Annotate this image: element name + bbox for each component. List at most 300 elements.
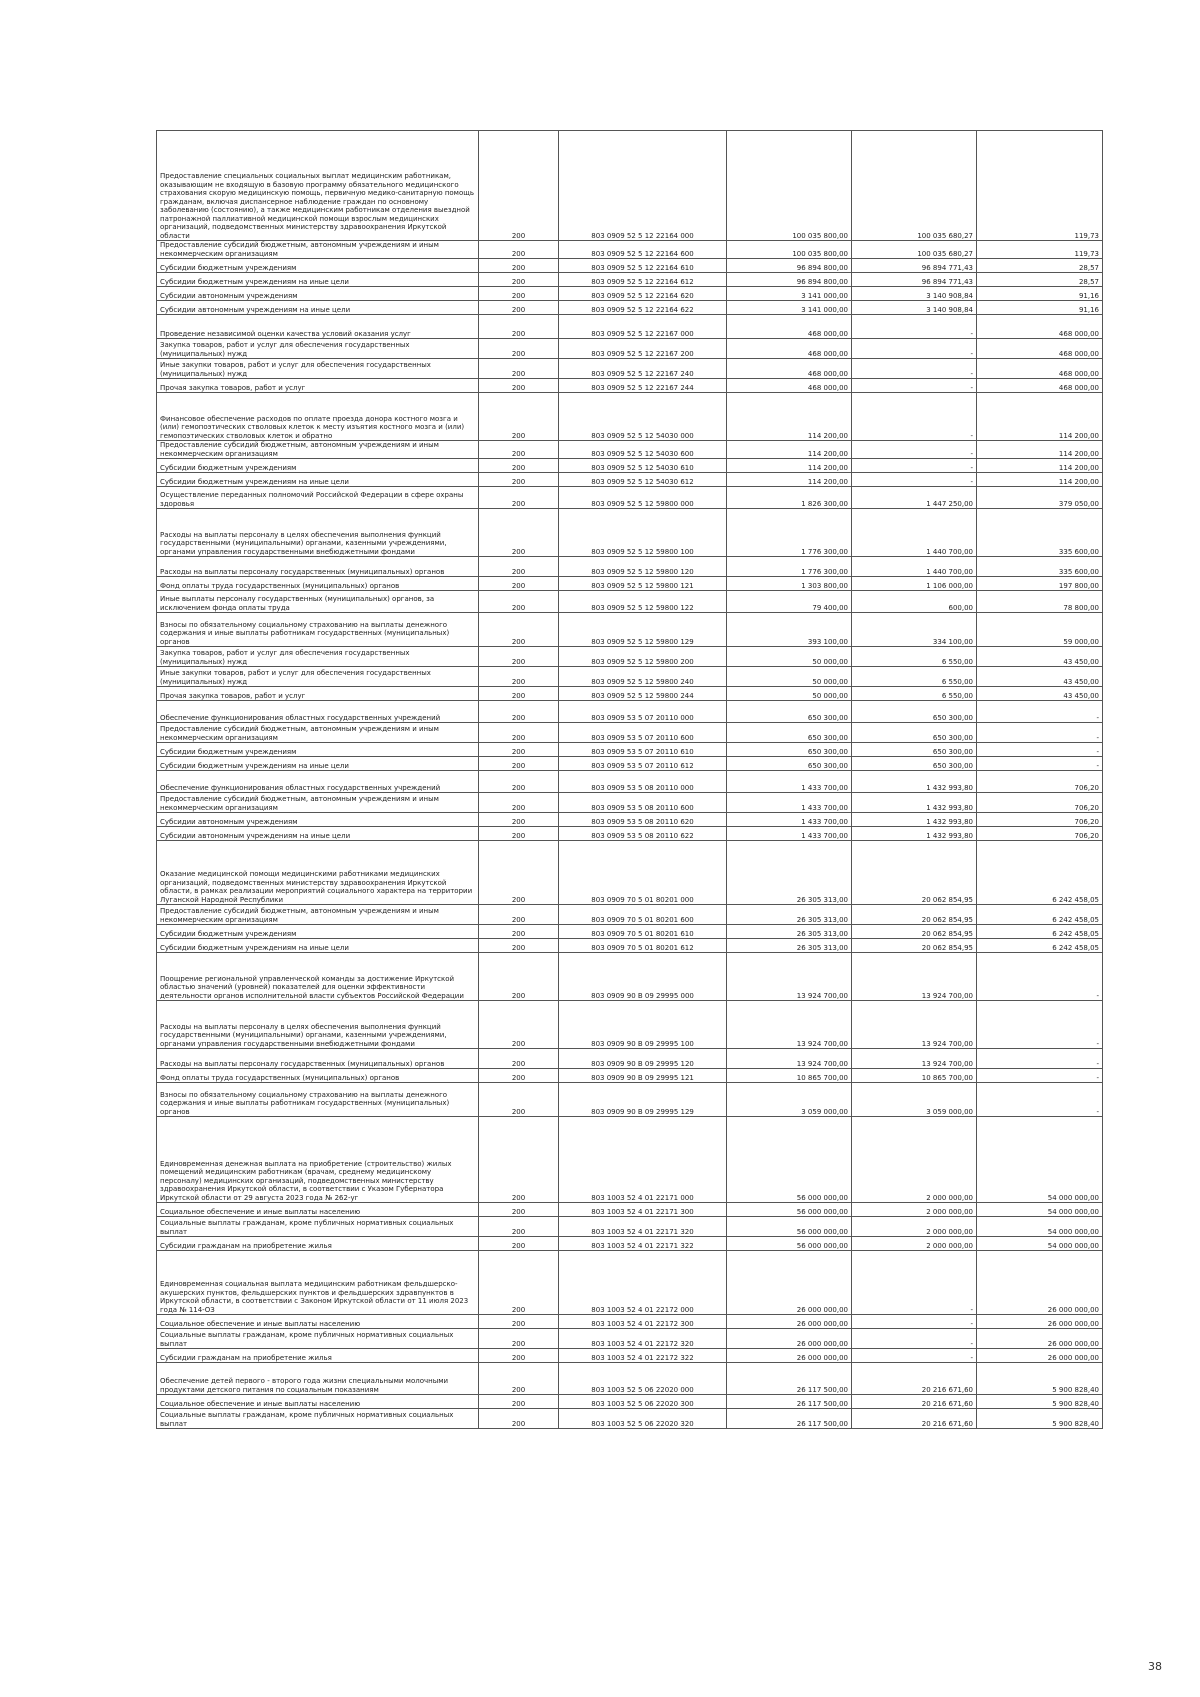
row-kbk-cell: 803 0909 70 5 01 80201 610 bbox=[559, 925, 727, 939]
row-plan-cell: 468 000,00 bbox=[727, 379, 852, 393]
row-name-cell: Обеспечение детей первого - второго года жизни специальными молочными продуктами детского питания по социальным показаниям bbox=[157, 1363, 479, 1395]
row-code-cell: 200 bbox=[479, 131, 559, 241]
row-rest-cell: 468 000,00 bbox=[977, 379, 1103, 393]
row-name-cell: Закупка товаров, работ и услуг для обеспечения государственных (муниципальных) нужд bbox=[157, 647, 479, 667]
row-name-cell: Субсидии автономным учреждениям на иные цели bbox=[157, 301, 479, 315]
table-row bbox=[157, 557, 1103, 577]
table-row bbox=[157, 1251, 1103, 1315]
row-code-cell: 200 bbox=[479, 259, 559, 273]
row-plan-cell: 650 300,00 bbox=[727, 723, 852, 743]
row-name-cell: Прочая закупка товаров, работ и услуг bbox=[157, 379, 479, 393]
table-row bbox=[157, 905, 1103, 925]
row-exec-cell: 650 300,00 bbox=[852, 723, 977, 743]
row-name-cell: Расходы на выплаты персоналу государственных (муниципальных) органов bbox=[157, 557, 479, 577]
row-name-cell: Единовременная социальная выплата медицинским работникам фельдшерско-акушерских пунктов, фельдшерских пунктов и фельдшерских здравпунктов в Иркутской области, в соответствии с Законом Иркутской области от 11 июля 2023 года № 114-ОЗ bbox=[157, 1251, 479, 1315]
row-exec-cell: - bbox=[852, 339, 977, 359]
row-plan-cell: 650 300,00 bbox=[727, 701, 852, 723]
row-exec-cell: 100 035 680,27 bbox=[852, 131, 977, 241]
table-row bbox=[157, 723, 1103, 743]
row-kbk-cell: 803 0909 52 5 12 22167 244 bbox=[559, 379, 727, 393]
row-name-cell: Проведение независимой оценки качества условий оказания услуг bbox=[157, 315, 479, 339]
row-plan-cell: 26 305 313,00 bbox=[727, 905, 852, 925]
row-name-cell: Обеспечение функционирования областных государственных учреждений bbox=[157, 771, 479, 793]
table-row bbox=[157, 509, 1103, 557]
table-row bbox=[157, 1049, 1103, 1069]
row-rest-cell: 706,20 bbox=[977, 827, 1103, 841]
row-rest-cell: 26 000 000,00 bbox=[977, 1251, 1103, 1315]
row-plan-cell: 56 000 000,00 bbox=[727, 1117, 852, 1203]
row-kbk-cell: 803 0909 52 5 12 22164 000 bbox=[559, 131, 727, 241]
row-kbk-cell: 803 0909 53 5 07 20110 600 bbox=[559, 723, 727, 743]
table-row bbox=[157, 1315, 1103, 1329]
row-plan-cell: 26 305 313,00 bbox=[727, 939, 852, 953]
row-kbk-cell: 803 1003 52 4 01 22171 320 bbox=[559, 1217, 727, 1237]
row-plan-cell: 114 200,00 bbox=[727, 393, 852, 441]
row-exec-cell: 20 216 671,60 bbox=[852, 1363, 977, 1395]
row-rest-cell: 54 000 000,00 bbox=[977, 1237, 1103, 1251]
table-row bbox=[157, 1395, 1103, 1409]
row-rest-cell: 43 450,00 bbox=[977, 667, 1103, 687]
row-code-cell: 200 bbox=[479, 359, 559, 379]
row-name-cell: Обеспечение функционирования областных государственных учреждений bbox=[157, 701, 479, 723]
row-plan-cell: 13 924 700,00 bbox=[727, 953, 852, 1001]
row-code-cell: 200 bbox=[479, 315, 559, 339]
row-kbk-cell: 803 0909 70 5 01 80201 612 bbox=[559, 939, 727, 953]
row-name-cell: Предоставление субсидий бюджетным, автономным учреждениям и иным некоммерческим организациям bbox=[157, 441, 479, 459]
row-exec-cell: 1 432 993,80 bbox=[852, 827, 977, 841]
table-row bbox=[157, 359, 1103, 379]
row-name-cell: Единовременная денежная выплата на приобретение (строительство) жилых помещений медицинским работникам (врачам, среднему медицинскому персоналу) медицинских организаций, подведомственных министерству здравоохранения Иркутской области, в соответствии с Указом Губернатора Иркутской области от 29 августа 2023 года № 262-уг bbox=[157, 1117, 479, 1203]
row-exec-cell: 600,00 bbox=[852, 591, 977, 613]
row-name-cell: Иные закупки товаров, работ и услуг для обеспечения государственных (муниципальных) нужд bbox=[157, 667, 479, 687]
row-name-cell: Субсидии гражданам на приобретение жилья bbox=[157, 1237, 479, 1251]
table-row bbox=[157, 273, 1103, 287]
row-code-cell: 200 bbox=[479, 1049, 559, 1069]
row-code-cell: 200 bbox=[479, 701, 559, 723]
row-exec-cell: 650 300,00 bbox=[852, 743, 977, 757]
row-rest-cell: 468 000,00 bbox=[977, 339, 1103, 359]
row-plan-cell: 26 305 313,00 bbox=[727, 841, 852, 905]
row-exec-cell: 96 894 771,43 bbox=[852, 273, 977, 287]
row-plan-cell: 3 059 000,00 bbox=[727, 1083, 852, 1117]
row-exec-cell: - bbox=[852, 473, 977, 487]
row-name-cell: Фонд оплаты труда государственных (муниципальных) органов bbox=[157, 577, 479, 591]
row-name-cell: Взносы по обязательному социальному страхованию на выплаты денежного содержания и иные выплаты работникам государственных (муниципальных) органов bbox=[157, 1083, 479, 1117]
table-row bbox=[157, 241, 1103, 259]
budget-execution-table bbox=[156, 130, 1103, 1429]
row-name-cell: Субсидии автономным учреждениям bbox=[157, 813, 479, 827]
row-kbk-cell: 803 0909 53 5 08 20110 000 bbox=[559, 771, 727, 793]
table-row bbox=[157, 1237, 1103, 1251]
table-row bbox=[157, 131, 1103, 241]
row-code-cell: 200 bbox=[479, 723, 559, 743]
row-name-cell: Взносы по обязательному социальному страхованию на выплаты денежного содержания и иные выплаты работникам государственных (муниципальных) органов bbox=[157, 613, 479, 647]
row-plan-cell: 3 141 000,00 bbox=[727, 287, 852, 301]
row-plan-cell: 96 894 800,00 bbox=[727, 273, 852, 287]
row-rest-cell: 6 242 458,05 bbox=[977, 841, 1103, 905]
row-code-cell: 200 bbox=[479, 841, 559, 905]
row-code-cell: 200 bbox=[479, 1069, 559, 1083]
row-code-cell: 200 bbox=[479, 953, 559, 1001]
row-exec-cell: 650 300,00 bbox=[852, 757, 977, 771]
row-exec-cell: 96 894 771,43 bbox=[852, 259, 977, 273]
row-kbk-cell: 803 0909 90 В 09 29995 100 bbox=[559, 1001, 727, 1049]
table-row bbox=[157, 301, 1103, 315]
row-rest-cell: 706,20 bbox=[977, 793, 1103, 813]
row-code-cell: 200 bbox=[479, 1217, 559, 1237]
row-plan-cell: 1 776 300,00 bbox=[727, 509, 852, 557]
row-rest-cell: - bbox=[977, 757, 1103, 771]
row-code-cell: 200 bbox=[479, 441, 559, 459]
row-exec-cell: 6 550,00 bbox=[852, 647, 977, 667]
row-name-cell: Субсидии бюджетным учреждениям bbox=[157, 259, 479, 273]
row-plan-cell: 13 924 700,00 bbox=[727, 1001, 852, 1049]
row-plan-cell: 650 300,00 bbox=[727, 757, 852, 771]
row-plan-cell: 1 433 700,00 bbox=[727, 793, 852, 813]
table-row bbox=[157, 287, 1103, 301]
row-plan-cell: 79 400,00 bbox=[727, 591, 852, 613]
row-name-cell: Иные выплаты персоналу государственных (муниципальных) органов, за исключением фонда оплаты труда bbox=[157, 591, 479, 613]
row-kbk-cell: 803 1003 52 4 01 22171 000 bbox=[559, 1117, 727, 1203]
row-code-cell: 200 bbox=[479, 743, 559, 757]
row-name-cell: Иные закупки товаров, работ и услуг для обеспечения государственных (муниципальных) нужд bbox=[157, 359, 479, 379]
row-rest-cell: - bbox=[977, 723, 1103, 743]
row-rest-cell: - bbox=[977, 1049, 1103, 1069]
row-plan-cell: 114 200,00 bbox=[727, 459, 852, 473]
row-kbk-cell: 803 0909 90 В 09 29995 120 bbox=[559, 1049, 727, 1069]
row-exec-cell: 6 550,00 bbox=[852, 667, 977, 687]
row-name-cell: Предоставление субсидий бюджетным, автономным учреждениям и иным некоммерческим организациям bbox=[157, 905, 479, 925]
row-kbk-cell: 803 0909 53 5 07 20110 610 bbox=[559, 743, 727, 757]
row-plan-cell: 393 100,00 bbox=[727, 613, 852, 647]
row-exec-cell: 2 000 000,00 bbox=[852, 1217, 977, 1237]
row-exec-cell: 1 440 700,00 bbox=[852, 509, 977, 557]
row-rest-cell: 706,20 bbox=[977, 771, 1103, 793]
row-name-cell: Финансовое обеспечение расходов по оплате проезда донора костного мозга и (или) гемопоэтических стволовых клеток к месту изъятия костного мозга и (или) гемопоэтических стволовых клеток и обратно bbox=[157, 393, 479, 441]
row-exec-cell: 1 432 993,80 bbox=[852, 771, 977, 793]
row-kbk-cell: 803 1003 52 4 01 22172 000 bbox=[559, 1251, 727, 1315]
row-plan-cell: 26 305 313,00 bbox=[727, 925, 852, 939]
row-kbk-cell: 803 0909 53 5 08 20110 600 bbox=[559, 793, 727, 813]
table-row bbox=[157, 743, 1103, 757]
row-code-cell: 200 bbox=[479, 939, 559, 953]
row-name-cell: Фонд оплаты труда государственных (муниципальных) органов bbox=[157, 1069, 479, 1083]
row-exec-cell: - bbox=[852, 393, 977, 441]
row-rest-cell: 706,20 bbox=[977, 813, 1103, 827]
row-code-cell: 200 bbox=[479, 827, 559, 841]
row-rest-cell: 114 200,00 bbox=[977, 473, 1103, 487]
row-kbk-cell: 803 1003 52 4 01 22172 300 bbox=[559, 1315, 727, 1329]
row-rest-cell: 26 000 000,00 bbox=[977, 1315, 1103, 1329]
row-plan-cell: 1 776 300,00 bbox=[727, 557, 852, 577]
row-code-cell: 200 bbox=[479, 613, 559, 647]
row-rest-cell: 335 600,00 bbox=[977, 557, 1103, 577]
row-rest-cell: 43 450,00 bbox=[977, 687, 1103, 701]
row-rest-cell: 114 200,00 bbox=[977, 459, 1103, 473]
row-name-cell: Субсидии бюджетным учреждениям bbox=[157, 459, 479, 473]
row-name-cell: Поощрение региональной управленческой команды за достижение Иркутской областью значений (уровней) показателей для оценки эффективности деятельности органов исполнительной власти субъектов Российской Федерации bbox=[157, 953, 479, 1001]
table-row bbox=[157, 757, 1103, 771]
row-exec-cell: 1 447 250,00 bbox=[852, 487, 977, 509]
row-kbk-cell: 803 0909 52 5 12 54030 610 bbox=[559, 459, 727, 473]
table-row bbox=[157, 259, 1103, 273]
row-exec-cell: 1 106 000,00 bbox=[852, 577, 977, 591]
row-exec-cell: - bbox=[852, 1251, 977, 1315]
row-plan-cell: 100 035 800,00 bbox=[727, 131, 852, 241]
row-name-cell: Субсидии гражданам на приобретение жилья bbox=[157, 1349, 479, 1363]
row-rest-cell: 78 800,00 bbox=[977, 591, 1103, 613]
row-name-cell: Субсидии бюджетным учреждениям bbox=[157, 743, 479, 757]
row-name-cell: Социальные выплаты гражданам, кроме публичных нормативных социальных выплат bbox=[157, 1409, 479, 1429]
row-code-cell: 200 bbox=[479, 473, 559, 487]
row-code-cell: 200 bbox=[479, 577, 559, 591]
table-row bbox=[157, 813, 1103, 827]
row-rest-cell: 54 000 000,00 bbox=[977, 1217, 1103, 1237]
row-code-cell: 200 bbox=[479, 667, 559, 687]
table-row bbox=[157, 1083, 1103, 1117]
row-code-cell: 200 bbox=[479, 1395, 559, 1409]
row-name-cell: Социальное обеспечение и иные выплаты населению bbox=[157, 1315, 479, 1329]
row-code-cell: 200 bbox=[479, 905, 559, 925]
table-row bbox=[157, 953, 1103, 1001]
row-code-cell: 200 bbox=[479, 1315, 559, 1329]
table-row bbox=[157, 827, 1103, 841]
table-row bbox=[157, 1217, 1103, 1237]
row-code-cell: 200 bbox=[479, 1409, 559, 1429]
row-rest-cell: 119,73 bbox=[977, 131, 1103, 241]
row-exec-cell: - bbox=[852, 315, 977, 339]
row-kbk-cell: 803 0909 52 5 12 22164 612 bbox=[559, 273, 727, 287]
row-name-cell: Оказание медицинской помощи медицинскими работниками медицинских организаций, подведомственных министерству здравоохранения Иркутской области, в рамках реализации мероприятий социального характера на территории Луганской Народной Республики bbox=[157, 841, 479, 905]
row-plan-cell: 10 865 700,00 bbox=[727, 1069, 852, 1083]
row-name-cell: Прочая закупка товаров, работ и услуг bbox=[157, 687, 479, 701]
table-body bbox=[157, 131, 1103, 1429]
row-rest-cell: 5 900 828,40 bbox=[977, 1409, 1103, 1429]
table-row bbox=[157, 1409, 1103, 1429]
row-code-cell: 200 bbox=[479, 1117, 559, 1203]
table-row bbox=[157, 315, 1103, 339]
table-row bbox=[157, 473, 1103, 487]
row-plan-cell: 50 000,00 bbox=[727, 667, 852, 687]
row-rest-cell: - bbox=[977, 1001, 1103, 1049]
row-kbk-cell: 803 0909 52 5 12 22164 622 bbox=[559, 301, 727, 315]
row-plan-cell: 26 117 500,00 bbox=[727, 1395, 852, 1409]
table-row bbox=[157, 771, 1103, 793]
row-rest-cell: 91,16 bbox=[977, 301, 1103, 315]
table-row bbox=[157, 1329, 1103, 1349]
row-kbk-cell: 803 1003 52 4 01 22171 322 bbox=[559, 1237, 727, 1251]
row-code-cell: 200 bbox=[479, 757, 559, 771]
row-rest-cell: 26 000 000,00 bbox=[977, 1329, 1103, 1349]
row-exec-cell: 2 000 000,00 bbox=[852, 1117, 977, 1203]
row-kbk-cell: 803 0909 53 5 07 20110 612 bbox=[559, 757, 727, 771]
row-rest-cell: 59 000,00 bbox=[977, 613, 1103, 647]
row-rest-cell: 28,57 bbox=[977, 259, 1103, 273]
row-code-cell: 200 bbox=[479, 487, 559, 509]
row-exec-cell: - bbox=[852, 379, 977, 393]
row-plan-cell: 100 035 800,00 bbox=[727, 241, 852, 259]
row-kbk-cell: 803 0909 52 5 12 22164 610 bbox=[559, 259, 727, 273]
row-kbk-cell: 803 1003 52 5 06 22020 300 bbox=[559, 1395, 727, 1409]
table-row bbox=[157, 841, 1103, 905]
row-code-cell: 200 bbox=[479, 1349, 559, 1363]
row-code-cell: 200 bbox=[479, 459, 559, 473]
row-name-cell: Субсидии бюджетным учреждениям bbox=[157, 925, 479, 939]
row-code-cell: 200 bbox=[479, 287, 559, 301]
row-code-cell: 200 bbox=[479, 273, 559, 287]
table-row bbox=[157, 459, 1103, 473]
table-row bbox=[157, 1349, 1103, 1363]
row-plan-cell: 56 000 000,00 bbox=[727, 1217, 852, 1237]
row-kbk-cell: 803 0909 52 5 12 22167 200 bbox=[559, 339, 727, 359]
row-plan-cell: 3 141 000,00 bbox=[727, 301, 852, 315]
page-number: 38 bbox=[1148, 1660, 1162, 1673]
row-name-cell: Субсидии автономным учреждениям на иные цели bbox=[157, 827, 479, 841]
row-name-cell: Субсидии автономным учреждениям bbox=[157, 287, 479, 301]
row-rest-cell: 119,73 bbox=[977, 241, 1103, 259]
row-kbk-cell: 803 0909 53 5 08 20110 622 bbox=[559, 827, 727, 841]
row-name-cell: Расходы на выплаты персоналу в целях обеспечения выполнения функций государственными (муниципальными) органами, казенными учреждениями, органами управления государственными внебюджетными фондами bbox=[157, 1001, 479, 1049]
row-exec-cell: 2 000 000,00 bbox=[852, 1237, 977, 1251]
row-rest-cell: 197 800,00 bbox=[977, 577, 1103, 591]
row-rest-cell: 5 900 828,40 bbox=[977, 1395, 1103, 1409]
row-exec-cell: 20 062 854,95 bbox=[852, 939, 977, 953]
row-kbk-cell: 803 0909 90 В 09 29995 121 bbox=[559, 1069, 727, 1083]
row-code-cell: 200 bbox=[479, 1001, 559, 1049]
row-rest-cell: 6 242 458,05 bbox=[977, 905, 1103, 925]
row-plan-cell: 1 433 700,00 bbox=[727, 771, 852, 793]
row-name-cell: Предоставление специальных социальных выплат медицинским работникам, оказывающим не входящую в базовую программу обязательного медицинского страхования скорую медицинскую помощь, первичную медико-санитарную помощь гражданам, включая диспансерное наблюдение граждан по основному заболеванию (состоянию), а также медицинским работникам отделения выездной патронажной паллиативной медицинской помощи взрослым медицинских организаций, подведомственных министерству здравоохранения Иркутской области bbox=[157, 131, 479, 241]
row-exec-cell: 20 216 671,60 bbox=[852, 1409, 977, 1429]
row-name-cell: Расходы на выплаты персоналу в целях обеспечения выполнения функций государственными (муниципальными) органами, казенными учреждениями, органами управления государственными внебюджетными фондами bbox=[157, 509, 479, 557]
row-rest-cell: 43 450,00 bbox=[977, 647, 1103, 667]
row-kbk-cell: 803 0909 53 5 08 20110 620 bbox=[559, 813, 727, 827]
row-exec-cell: 13 924 700,00 bbox=[852, 1049, 977, 1069]
table-row bbox=[157, 701, 1103, 723]
row-plan-cell: 26 000 000,00 bbox=[727, 1329, 852, 1349]
row-code-cell: 200 bbox=[479, 1203, 559, 1217]
row-kbk-cell: 803 0909 52 5 12 54030 612 bbox=[559, 473, 727, 487]
row-plan-cell: 114 200,00 bbox=[727, 441, 852, 459]
row-code-cell: 200 bbox=[479, 1083, 559, 1117]
row-exec-cell: 3 140 908,84 bbox=[852, 301, 977, 315]
row-plan-cell: 1 433 700,00 bbox=[727, 827, 852, 841]
row-code-cell: 200 bbox=[479, 813, 559, 827]
row-exec-cell: - bbox=[852, 1349, 977, 1363]
table-row bbox=[157, 1117, 1103, 1203]
row-rest-cell: 54 000 000,00 bbox=[977, 1203, 1103, 1217]
table-row bbox=[157, 1203, 1103, 1217]
table-row bbox=[157, 1001, 1103, 1049]
row-plan-cell: 26 000 000,00 bbox=[727, 1315, 852, 1329]
row-kbk-cell: 803 0909 52 5 12 59800 100 bbox=[559, 509, 727, 557]
table-row bbox=[157, 487, 1103, 509]
row-exec-cell: 20 062 854,95 bbox=[852, 841, 977, 905]
row-exec-cell: 3 059 000,00 bbox=[852, 1083, 977, 1117]
row-exec-cell: 20 216 671,60 bbox=[852, 1395, 977, 1409]
row-rest-cell: 468 000,00 bbox=[977, 315, 1103, 339]
row-plan-cell: 468 000,00 bbox=[727, 315, 852, 339]
row-kbk-cell: 803 0909 52 5 12 59800 000 bbox=[559, 487, 727, 509]
row-plan-cell: 26 117 500,00 bbox=[727, 1363, 852, 1395]
row-code-cell: 200 bbox=[479, 301, 559, 315]
row-code-cell: 200 bbox=[479, 557, 559, 577]
row-rest-cell: - bbox=[977, 1083, 1103, 1117]
row-plan-cell: 1 303 800,00 bbox=[727, 577, 852, 591]
table-row bbox=[157, 379, 1103, 393]
row-exec-cell: 20 062 854,95 bbox=[852, 925, 977, 939]
row-kbk-cell: 803 1003 52 4 01 22172 320 bbox=[559, 1329, 727, 1349]
row-kbk-cell: 803 0909 52 5 12 59800 129 bbox=[559, 613, 727, 647]
table-row bbox=[157, 687, 1103, 701]
row-rest-cell: 6 242 458,05 bbox=[977, 939, 1103, 953]
row-name-cell: Социальные выплаты гражданам, кроме публичных нормативных социальных выплат bbox=[157, 1329, 479, 1349]
table-row bbox=[157, 647, 1103, 667]
row-exec-cell: - bbox=[852, 459, 977, 473]
row-kbk-cell: 803 0909 52 5 12 59800 200 bbox=[559, 647, 727, 667]
table-row bbox=[157, 613, 1103, 647]
row-plan-cell: 56 000 000,00 bbox=[727, 1203, 852, 1217]
row-exec-cell: 1 440 700,00 bbox=[852, 557, 977, 577]
row-kbk-cell: 803 0909 53 5 07 20110 000 bbox=[559, 701, 727, 723]
row-exec-cell: - bbox=[852, 359, 977, 379]
table-row bbox=[157, 793, 1103, 813]
row-kbk-cell: 803 1003 52 4 01 22172 322 bbox=[559, 1349, 727, 1363]
row-exec-cell: 3 140 908,84 bbox=[852, 287, 977, 301]
row-name-cell: Расходы на выплаты персоналу государственных (муниципальных) органов bbox=[157, 1049, 479, 1069]
row-code-cell: 200 bbox=[479, 647, 559, 667]
row-name-cell: Предоставление субсидий бюджетным, автономным учреждениям и иным некоммерческим организациям bbox=[157, 241, 479, 259]
row-kbk-cell: 803 0909 52 5 12 54030 600 bbox=[559, 441, 727, 459]
row-rest-cell: - bbox=[977, 1069, 1103, 1083]
table-row bbox=[157, 577, 1103, 591]
row-code-cell: 200 bbox=[479, 1237, 559, 1251]
row-plan-cell: 50 000,00 bbox=[727, 687, 852, 701]
table-row bbox=[157, 1363, 1103, 1395]
row-name-cell: Осуществление переданных полномочий Российской Федерации в сфере охраны здоровья bbox=[157, 487, 479, 509]
row-kbk-cell: 803 0909 52 5 12 22164 620 bbox=[559, 287, 727, 301]
table-row bbox=[157, 925, 1103, 939]
row-kbk-cell: 803 0909 52 5 12 54030 000 bbox=[559, 393, 727, 441]
row-plan-cell: 468 000,00 bbox=[727, 339, 852, 359]
row-plan-cell: 26 000 000,00 bbox=[727, 1349, 852, 1363]
row-plan-cell: 468 000,00 bbox=[727, 359, 852, 379]
row-rest-cell: 28,57 bbox=[977, 273, 1103, 287]
row-code-cell: 200 bbox=[479, 925, 559, 939]
table-row bbox=[157, 939, 1103, 953]
row-rest-cell: 335 600,00 bbox=[977, 509, 1103, 557]
row-kbk-cell: 803 0909 52 5 12 22167 240 bbox=[559, 359, 727, 379]
table-row bbox=[157, 441, 1103, 459]
table-row bbox=[157, 393, 1103, 441]
row-plan-cell: 1 433 700,00 bbox=[727, 813, 852, 827]
row-plan-cell: 13 924 700,00 bbox=[727, 1049, 852, 1069]
table-row bbox=[157, 339, 1103, 359]
row-kbk-cell: 803 0909 52 5 12 59800 122 bbox=[559, 591, 727, 613]
row-name-cell: Субсидии бюджетным учреждениям на иные цели bbox=[157, 939, 479, 953]
row-exec-cell: 2 000 000,00 bbox=[852, 1203, 977, 1217]
table-row bbox=[157, 1069, 1103, 1083]
row-name-cell: Закупка товаров, работ и услуг для обеспечения государственных (муниципальных) нужд bbox=[157, 339, 479, 359]
row-exec-cell: - bbox=[852, 441, 977, 459]
row-kbk-cell: 803 0909 52 5 12 59800 244 bbox=[559, 687, 727, 701]
row-exec-cell: - bbox=[852, 1329, 977, 1349]
row-exec-cell: 334 100,00 bbox=[852, 613, 977, 647]
row-exec-cell: 6 550,00 bbox=[852, 687, 977, 701]
row-exec-cell: 1 432 993,80 bbox=[852, 813, 977, 827]
row-code-cell: 200 bbox=[479, 393, 559, 441]
row-rest-cell: 54 000 000,00 bbox=[977, 1117, 1103, 1203]
